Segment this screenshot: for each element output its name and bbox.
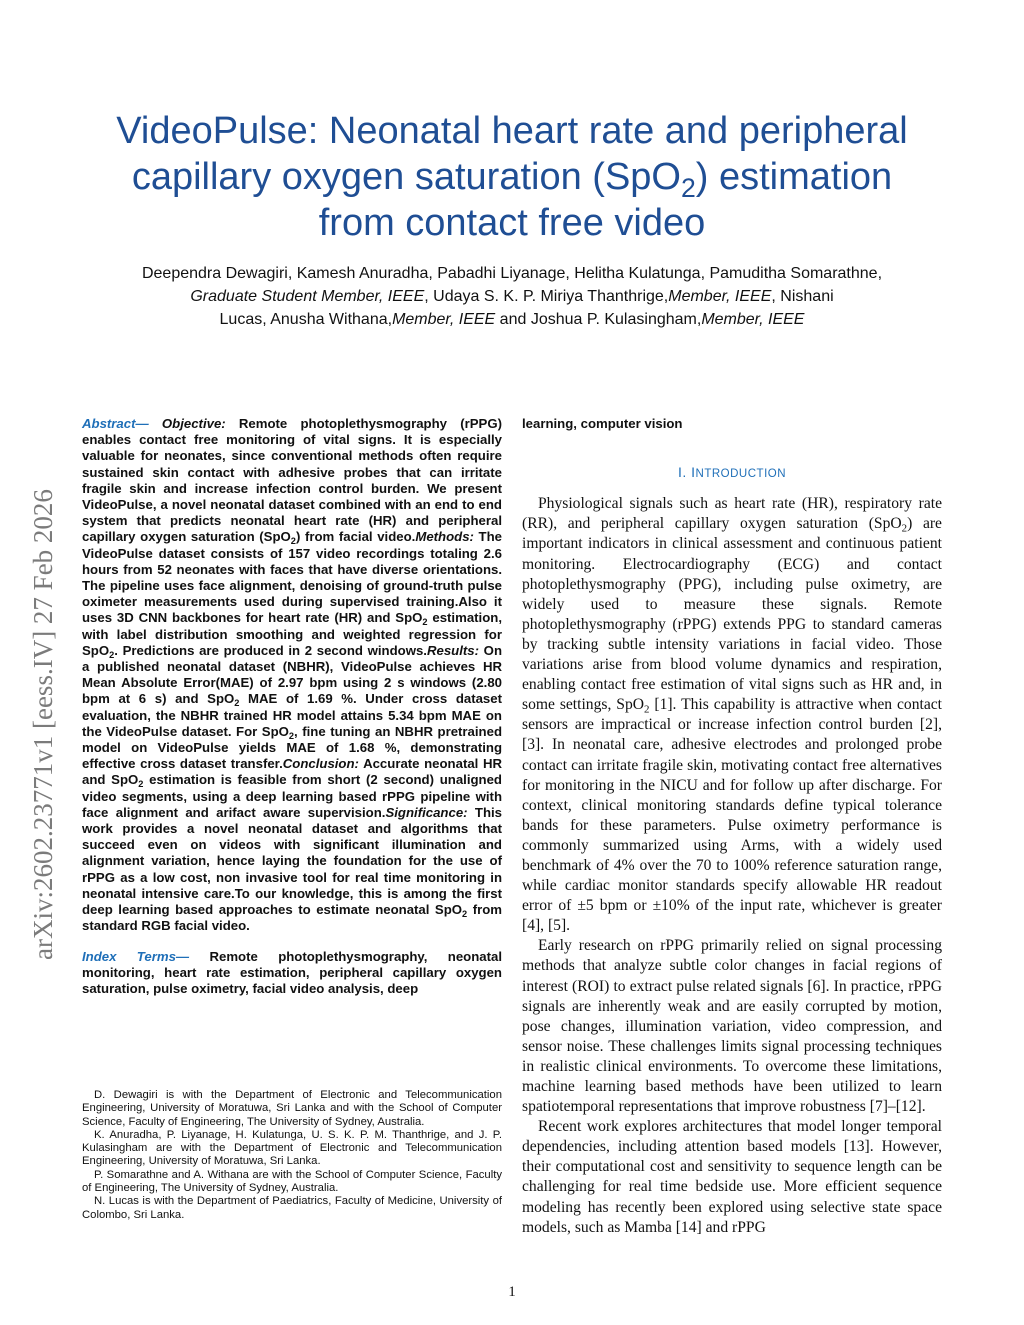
index-terms [82,949,502,998]
index-terms-text: Remote photoplethysmography, neonatal monitoring, heart rate estimation, peripheral capillary oxygen saturation, pulse oximetry, facial video analysis, deep [82,948,502,996]
author-membership: Member, IEEE [668,288,772,305]
authors-line-3-text: Lucas, Anusha Withana, [219,311,393,328]
conclusion-text: Accurate neonatal HR and SpO [82,756,502,788]
title-line-2-end: ) estimation [695,156,893,198]
footnote: P. Somarathne and A. Withana are with the School of Computer Science, Faculty of Engineering, The University of Sydney, Australia. [82,1168,502,1195]
abstract-column [82,416,502,997]
paragraph-text: Physiological signals such as heart rate (HR), respiratory rate (RR), and peripheral capillary oxygen saturation (SpO [522,495,942,533]
subscript: 2 [138,779,144,790]
paragraph: Early research on rPPG primarily relied on signal processing methods that analyze subtle color changes in facial regions of interest (ROI) to extract pulse related signals [6]. In practice, rPPG signals are inherently weak and are easily corrupted by motion, pose changes, illumination variation, video compression, and sensor noise. These challenges limits signal processing techniques in realistic clinical environments. To overcome these limitations, machine learning based methods have been utilized to learn spatiotemporal representations that improve robustness [7]–[12]. [522,937,942,1116]
title-line-3: from contact free video [318,202,706,244]
significance-label: Significance: [385,804,468,820]
subscript: 2 [644,703,650,716]
paragraph: Recent work explores architectures that model longer temporal dependencies, including attention based models [13]. However, their computational cost and sensitivity to sequence length can be challenging for real time bedside use. More efficient sequence modeling has recently been explored using selective state space models, such as Mamba [14] and rPPG [522,1118,942,1236]
author-membership: Graduate Student Member, IEEE [190,288,425,305]
authors-line-2-end: , Nishani [771,288,834,305]
results-label: Results: [426,642,479,658]
subscript: 2 [288,730,295,741]
authors-line-2-text: , Udaya S. K. P. Miriya Thanthrige, [424,288,669,305]
abstract-label: Abstract— [82,416,149,431]
index-terms-label: Index Terms— [82,948,190,964]
significance-text-2: from standard RGB facial video. [82,902,502,934]
objective-label: Objective: [148,416,226,431]
results-text-3: , fine tuning an NBHR pretrained model on VideoPulse yields MAE of 1.68 %, demonstrating effective cross dataset transfer. [82,723,502,772]
page-number: 1 [508,1284,516,1300]
author-list [70,262,954,331]
objective-end: ) from facial video. [295,529,416,545]
paragraph [522,494,942,936]
title-line-2-text: capillary oxygen saturation (SpO [131,156,681,198]
author-membership: Member, IEEE [701,311,805,328]
index-terms-continued: learning, computer vision [522,416,683,431]
authors-line-3-mid: and Joshua P. Kulasingham, [495,311,702,328]
paragraph-text: ) are important indicators in clinical assessment and continuous patient monitoring. Electrocardiography (ECG) and contact photoplethysmography (PPG), including pulse oximetry, are widely used to measure these signals. Remote photoplethysmography (rPPG) extends PPG to standard cameras by tracking subtle intensity variations in facial video. Those variations arise from blood volume dynamics and respiration, enabling contact free estimation of vital signs such as HR and, in some settings, SpO [522,515,942,714]
abstract [82,416,502,935]
significance-text: This work provides a novel neonatal dataset and algorithms that succeed even on videos with significant illumination and alignment variation, hence laying the foundation for the use of rPPG as a low cost, non invasive tool for real time monitoring in neonatal intensive care.To our knowledge, this is among the first deep learning based approaches to estimate neonatal SpO [82,804,502,918]
footnote: K. Anuradha, P. Liyanage, H. Kulatunga, U. S. K. P. M. Thanthrige, and J. P. Kulasingham are with the Department of Electronic and Telecommunication Engineering, University of Moratuwa, Sri Lanka. [82,1128,502,1168]
methods-text-3: . Predictions are produced in 2 second windows. [114,642,427,658]
title-line-1: VideoPulse: Neonatal heart rate and peripheral [116,110,908,152]
paragraph-text: [1]. This capability is attractive when contact sensors are impractical or increase infection control burden [2], [3]. In neonatal care, adhesive electrodes and prolonged probe contact can irritate fragile skin, motivating contact free alternatives for monitoring in the NICU and for follow up after discharge. For context, clinical monitoring standards define typical tolerance bands for these parameters. Pulse oximetry performance is commonly summarized using Arms, with a widely used benchmark of 4% over the 70 to 100% reference saturation range, while cardiac monitor standards specify allowable HR readout error of ±5 bpm or ±10% of the input rate, whichever is greater [4], [5]. [522,696,943,935]
section-title: NTRODUCTION [695,468,787,481]
footnote: N. Lucas is with the Department of Paediatrics, Faculty of Medicine, University of Colombo, Sri Lanka. [82,1195,502,1221]
methods-text-2: estimation, with label distribution smoothing and weighted regression for SpO [82,610,502,658]
author-membership: Member, IEEE [392,311,496,328]
conclusion-label: Conclusion: [282,756,359,772]
affiliation-footnotes [82,1089,502,1222]
authors-line-1: Deependra Dewagiri, Kamesh Anuradha, Pabadhi Liyanage, Helitha Kulatunga, Pamuditha Somarathne, [141,265,883,282]
methods-label: Methods: [415,529,474,545]
authors-line-3 [70,308,954,331]
title-subscript: 2 [680,172,696,203]
results-text: On a published neonatal dataset (NBHR), VideoPulse achieves HR Mean Absolute Error(MAE) of 2.97 bpm using 2 s windows (2.80 bpm at 6 s) and SpO [82,642,502,707]
subscript: 2 [422,617,428,628]
results-text-2: MAE of 1.69 %. Under cross dataset evaluation, the NBHR trained HR model attains 5.34 bpm MAE on the VideoPulse dataset. For SpO [82,691,502,739]
subscript: 2 [462,908,468,919]
title-line-2 [60,154,964,203]
subscript: 2 [234,698,240,709]
subscript: 2 [109,649,115,660]
subscript: 2 [290,536,296,547]
authors-line-2 [70,285,954,308]
section-heading [522,462,942,484]
intro-column [522,416,942,1238]
paper-title [60,108,964,246]
arxiv-identifier: arXiv:2602.23771v1 [eess.IV] 27 Feb 2026 [28,489,58,960]
conclusion-text-2: estimation is feasible from short (2 second) unaligned video segments, using a deep learning based rPPG pipeline with face alignment and arifact aware supervision. [82,772,502,820]
subscript: 2 [901,522,908,535]
methods-text: The VideoPulse dataset consists of 157 video recordings totaling 2.6 hours from 52 neonates with faces that have diverse orientations. The pipeline uses face alignment, denoising of ground-truth pulse oximeter measurements used during supervised training.Also it uses 3D CNN backbones for heart rate (HR) and SpO [82,529,502,626]
section-numeral: I. I [677,464,696,481]
footnote: D. Dewagiri is with the Department of Electronic and Telecommunication Engineering, University of Moratuwa, Sri Lanka and with the School of Computer Science, Faculty of Engineering, The University of Sydney, Australia. [82,1089,502,1128]
objective-text: Remote photoplethysmography (rPPG) enables contact free monitoring of vital signs. It is especially valuable for neonates, since conventional methods often require sustained skin contact with adhesive probes that can irritate fragile skin and increase infection control burden. We present VideoPulse, a novel neonatal dataset combined with an end to end system that predicts neonatal heart rate (HR) and peripheral capillary oxygen saturation (SpO [82,416,502,545]
